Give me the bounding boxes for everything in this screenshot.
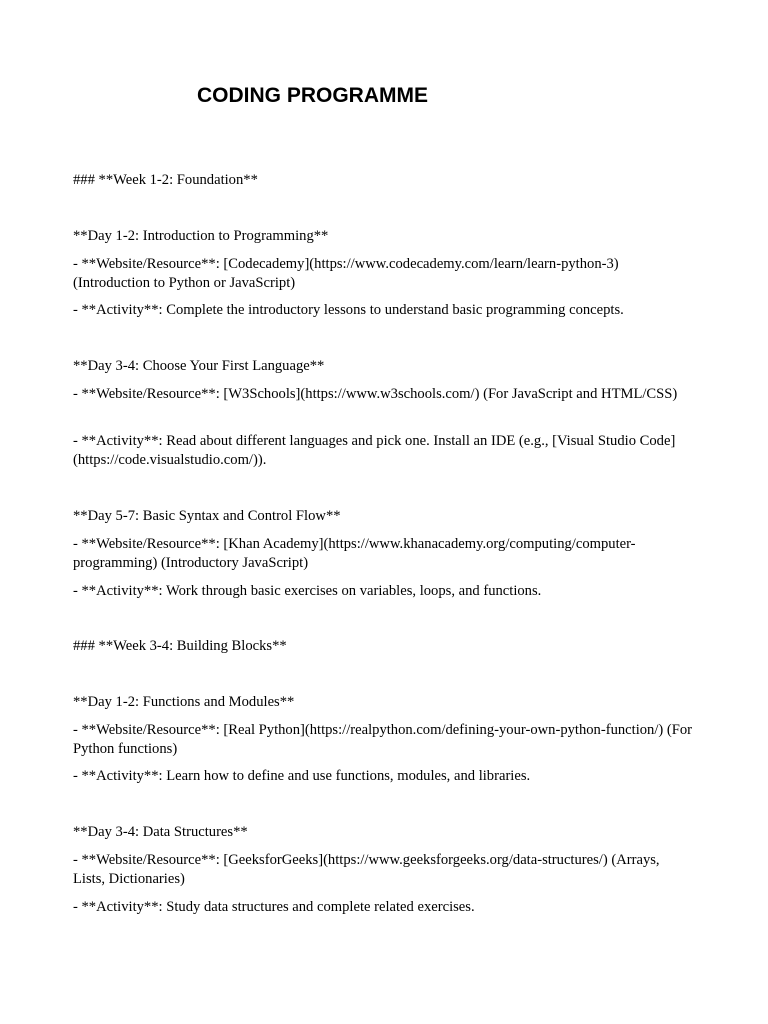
week-1-2-heading: ### **Week 1-2: Foundation** (73, 172, 258, 188)
day-1-2-intro-resource: - **Website/Resource**: [Codecademy](https://www.codecademy.com/learn/learn-python-3) (Introduction to Python or JavaScript) (73, 256, 619, 291)
day-1-2-functions-resource: - **Website/Resource**: [Real Python](https://realpython.com/defining-your-own-python-function/) (For Python functions) (73, 722, 693, 757)
document-title: CODING PROGRAMME (197, 84, 428, 107)
day-3-4-data-structures-resource: - **Website/Resource**: [GeeksforGeeks](https://www.geeksforgeeks.org/data-structures/) (Arrays, Lists, Dictionaries) (73, 852, 660, 887)
day-1-2-intro-heading: **Day 1-2: Introduction to Programming** (73, 228, 329, 244)
day-1-2-functions-activity: - **Activity**: Learn how to define and use functions, modules, and libraries. (73, 768, 531, 784)
day-5-7-syntax-heading: **Day 5-7: Basic Syntax and Control Flow** (73, 508, 341, 524)
day-3-4-language-activity: - **Activity**: Read about different languages and pick one. Install an IDE (e.g., [Visual Studio Code](https://code.visualstudio.com/)). (73, 433, 676, 468)
day-3-4-language-resource: - **Website/Resource**: [W3Schools](https://www.w3schools.com/) (For JavaScript and HTML/CSS) (73, 386, 678, 402)
day-5-7-syntax-resource: - **Website/Resource**: [Khan Academy](https://www.khanacademy.org/computing/computer-programming) (Introductory JavaScript) (73, 536, 636, 571)
day-1-2-functions-heading: **Day 1-2: Functions and Modules** (73, 694, 295, 710)
day-1-2-intro-activity: - **Activity**: Complete the introductory lessons to understand basic programming concepts. (73, 302, 624, 318)
day-5-7-syntax-activity: - **Activity**: Work through basic exercises on variables, loops, and functions. (73, 583, 542, 599)
day-3-4-data-structures-heading: **Day 3-4: Data Structures** (73, 824, 248, 840)
day-3-4-language-heading: **Day 3-4: Choose Your First Language** (73, 358, 325, 374)
day-3-4-data-structures-activity: - **Activity**: Study data structures and complete related exercises. (73, 899, 475, 915)
week-3-4-heading: ### **Week 3-4: Building Blocks** (73, 638, 287, 654)
